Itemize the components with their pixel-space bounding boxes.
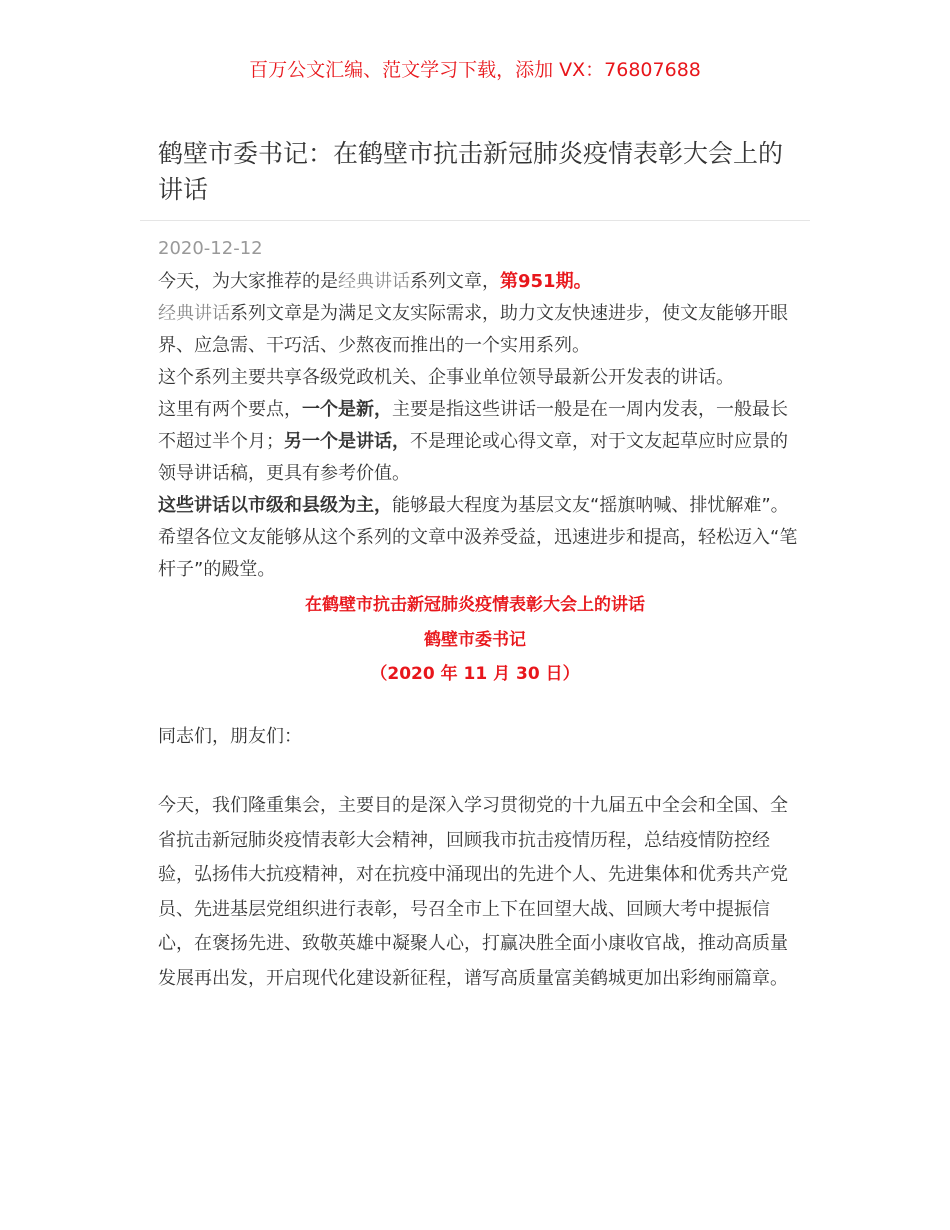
bold-text: 另一个是讲话， xyxy=(284,431,410,452)
publish-date: 2020-12-12 xyxy=(158,238,263,259)
promo-banner: 百万公文汇编、范文学习下载，添加 VX：76807688 xyxy=(249,59,701,81)
text: 主要是指这些讲话一般是在一周内发表，一般最长不超过半个月； xyxy=(158,399,788,452)
intro-paragraph xyxy=(158,298,798,362)
issue-number: 第951期。 xyxy=(500,271,592,292)
text: 能够最大程度为基层文友“摇旗呐喊、排忧解难”。希望各位文友能够从这个系列的文章中汲养受益，迅速进步和提高，轻松迈入“笔杆子”的殿堂。 xyxy=(158,495,798,580)
text: 不是理论或心得文章，对于文友起草应时应景的领导讲话稿，更具有参考价值。 xyxy=(158,431,788,484)
intro-paragraph xyxy=(158,490,798,586)
series-name: 经典讲话 xyxy=(158,303,230,324)
text: 今天，为大家推荐的是 xyxy=(158,271,338,292)
intro-paragraph xyxy=(158,266,798,298)
text: 系列文章， xyxy=(410,271,500,292)
intro-paragraph xyxy=(158,394,798,490)
speech-paragraph: 今天，我们隆重集会，主要目的是深入学习贯彻党的十九届五中全会和全国、全省抗击新冠肺炎疫情表彰大会精神，回顾我市抗击疫情历程，总结疫情防控经验，弘扬伟大抗疫精神，对在抗疫中涌现出的先进个人、先进集体和优秀共产党员、先进基层党组织进行表彰，号召全市上下在回望大战、回顾大考中提振信心，在褒扬先进、致敬英雄中凝聚人心，打赢决胜全面小康收官战，推动高质量发展再出发，开启现代化建设新征程，谱写高质量富美鹤城更加出彩绚丽篇章。 xyxy=(158,795,788,989)
title-divider xyxy=(140,220,810,221)
text: 这里有两个要点， xyxy=(158,399,302,420)
series-name: 经典讲话 xyxy=(338,271,410,292)
speech-title: 在鹤壁市抗击新冠肺炎疫情表彰大会上的讲话 xyxy=(305,595,645,615)
speech-date: （2020 年 11 月 30 日） xyxy=(370,664,580,684)
intro-section xyxy=(158,266,798,692)
article-title: 鹤壁市委书记：在鹤壁市抗击新冠肺炎疫情表彰大会上的讲话 xyxy=(158,139,784,204)
greeting: 同志们，朋友们： xyxy=(158,726,302,747)
bold-text: 这些讲话以市级和县级为主， xyxy=(158,495,392,516)
intro-paragraph: 这个系列主要共享各级党政机关、企事业单位领导最新公开发表的讲话。 xyxy=(158,367,734,388)
speech-body xyxy=(158,720,798,1031)
text: 系列文章是为满足文友实际需求，助力文友快速进步，使文友能够开眼界、应急需、干巧活、少熬夜而推出的一个实用系列。 xyxy=(158,303,788,356)
speech-author: 鹤壁市委书记 xyxy=(424,629,526,650)
bold-text: 一个是新， xyxy=(302,399,392,420)
